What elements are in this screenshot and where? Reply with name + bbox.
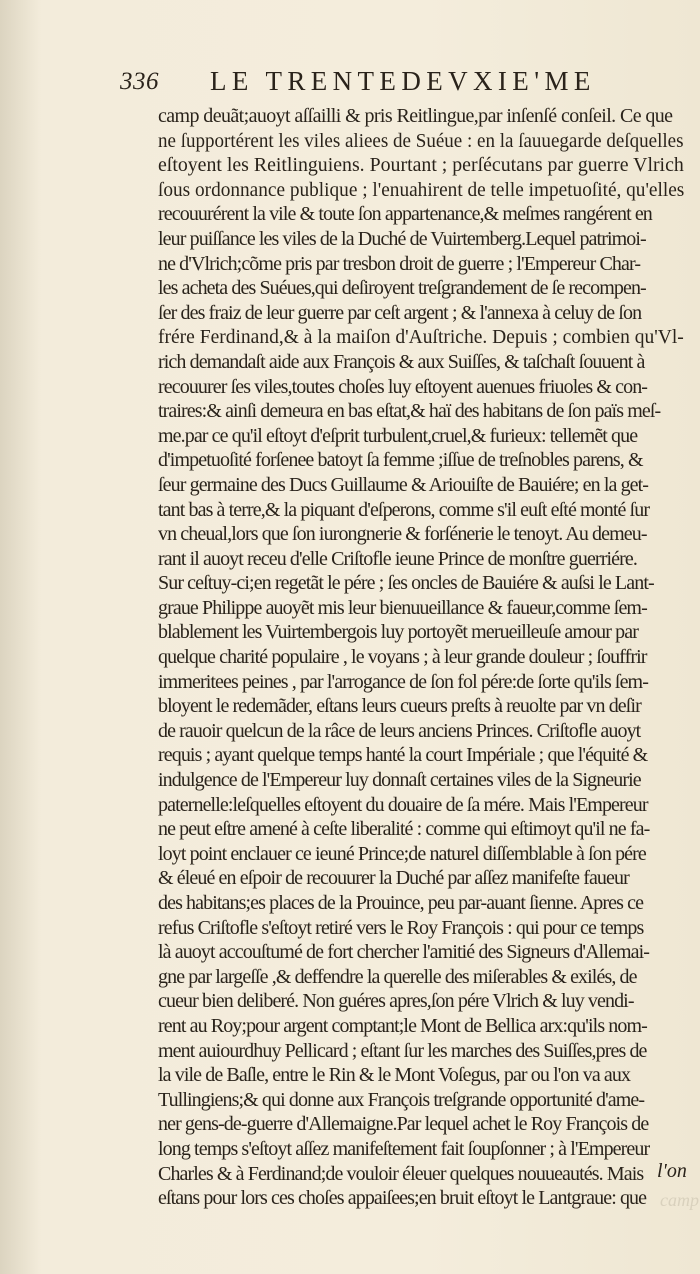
text-line: quelque charité populaire , le voyans ; à leur grande douleur ; ſouffrir xyxy=(158,646,647,669)
gutter-shadow xyxy=(0,0,40,1274)
text-line: ſer des fraiz de leur guerre par ceſt argent ; & l'annexa à celuy de ſon xyxy=(158,301,642,324)
text-line: paternelle:leſquelles eſtoyent du douaire de ſa mére. Mais l'Empereur xyxy=(158,793,648,816)
text-line: là auoyt accouſtumé de fort chercher l'amitié des Signeurs d'Allemai- xyxy=(158,941,650,964)
text-line: loyt point enclauer ce ieuné Prince;de naturel diſſemblable à ſon pére xyxy=(158,842,646,865)
text-line: me.par ce qu'il eſtoyt d'eſprit turbulent,cruel,& furieux: tellemẽt que xyxy=(158,424,638,447)
text-line: traires:& ainſi demeura en bas eſtat,& haï des habitans de ſon païs meſ- xyxy=(158,400,661,423)
page-header xyxy=(120,62,680,102)
text-line: ne ſupportérent les viles aliees de Suéue : en la ſauuegarde deſquelles xyxy=(158,129,684,152)
text-line: graue Philippe auoyẽt mis leur bienuueillance & faueur,comme ſem- xyxy=(158,596,647,619)
text-line: ſous ordonnance publique ; l'enuahirent de telle impetuoſité, qu'elles xyxy=(158,178,685,201)
text-line: indulgence de l'Empereur luy donnaſt certaines viles de la Signeurie xyxy=(158,769,641,792)
text-line: eſtoyent les Reitlinguiens. Pourtant ; perſécutans par guerre Vlrich xyxy=(158,154,684,177)
text-line: rant il auoyt receu d'elle Criſtofle ieune Prince de monſtre guerriére. xyxy=(158,547,637,570)
text-line: de rauoir quelcun de la râce de leurs anciens Princes. Criſtofle auoyt xyxy=(158,719,641,742)
page-number: 336 xyxy=(120,68,159,95)
text-line: des habitans;es places de la Prouince, peu par-auant ſienne. Apres ce xyxy=(158,892,644,914)
text-line: camp deuãt;auoyt aſſailli & pris Reitlingue,par inſenſé conſeil. Ce que xyxy=(158,105,673,127)
text-line: Sur ceſtuy-ci;en regetãt le pére ; ſes oncles de Bauiére & auſsi le Lant- xyxy=(158,572,654,595)
text-line: gne par largeſſe ,& deffendre la querelle des miſerables & exilés, de xyxy=(158,965,637,988)
text-line: vn cheual,lors que ſon iurongnerie & forſénerie le tenoyt. Au demeu- xyxy=(158,523,647,546)
text-line: ne peut eſtre amené à ceſte liberalité : comme qui eſtimoyt qu'il ne fa- xyxy=(158,818,650,841)
text-line: ne d'Vlrich;cõme pris par tresbon droit de guerre ; l'Empereur Char- xyxy=(158,252,641,275)
text-line: refus Criſtofle s'eſtoyt retiré vers le Roy François : qui pour ce temps xyxy=(158,916,644,939)
text-line: la vile de Baſle, entre le Rin & le Mont Voſegus, par ou l'on va aux xyxy=(158,1064,631,1087)
text-line: blablement les Vuirtembergois luy portoyẽt merueilleuſe amour par xyxy=(158,621,638,644)
text-line: recouurérent la vile & toute ſon appartenance,& meſmes rangérent en xyxy=(158,203,652,226)
text-line: eſtans pour lors ces choſes appaiſees;en bruit eſtoyt le Lantgraue: que xyxy=(158,1187,647,1210)
text-line: ment auiourdhuy Pellicard ; eſtant ſur les marches des Suiſſes,pres de xyxy=(158,1039,647,1062)
text-line: Tullingiens;& qui donne aux François treſgrande opportunité d'ame- xyxy=(158,1088,645,1111)
text-line: d'impetuoſité forſenee batoyt ſa femme ;iſſue de treſnobles parens, & xyxy=(158,449,643,472)
text-line: immeritees peines , par l'arrogance de ſon fol pére:de ſorte qu'ils ſem- xyxy=(158,670,648,693)
text-line: rich demandaſt aide aux François & aux Suiſſes, & taſchaſt ſouuent à xyxy=(158,350,645,373)
text-line: ſeur germaine des Ducs Guillaume & Ariouiſte de Bauiére; en la get- xyxy=(158,473,649,496)
running-title: LE TRENTEDEVXIE'ME xyxy=(210,66,596,96)
text-line: & éleué en eſpoir de recouurer la Duché par aſſez manifeſte faueur xyxy=(158,867,629,890)
text-line: leur puiſſance les viles de la Duché de Vuirtemberg.Lequel patrimoi- xyxy=(158,227,646,250)
text-line: rent au Roy;pour argent comptant;le Mont de Bellica arx:qu'ils nom- xyxy=(158,1014,647,1037)
bleed-through-text: camp xyxy=(660,1190,699,1210)
body-text xyxy=(158,104,684,1211)
text-line: tant bas à terre,& la piquant d'eſperons, comme s'il euſt eſté monté ſur xyxy=(158,498,650,521)
text-line: bloyent le redemãder, eſtans leurs cueurs preſts à reuolte par vn deſir xyxy=(158,695,641,718)
text-line: Charles & à Ferdinand;de vouloir éleuer quelques nouueautés. Mais xyxy=(158,1162,644,1185)
text-line: recouurer ſes viles,toutes choſes luy eſtoyent auenues friuoles & con- xyxy=(158,375,648,398)
text-line: requis ; ayant quelque temps hanté la court Impériale ; que l'équité & xyxy=(158,744,648,767)
text-line: ner gens-de-guerre d'Allemaigne.Par lequel achet le Roy François de xyxy=(158,1113,649,1136)
text-line: cueur bien deliberé. Non guéres apres,ſon pére Vlrich & luy vendi- xyxy=(158,990,634,1013)
text-line: les acheta des Suéues,qui deſiroyent treſgrandement de ſe recompen- xyxy=(158,277,646,300)
catchword: l'on xyxy=(657,1160,687,1182)
text-line: frére Ferdinand,& à la maiſon d'Auſtriche. Depuis ; combien qu'Vl- xyxy=(158,326,684,349)
text-line: long temps s'eſtoyt aſſez manifeſtement fait ſoupſonner ; à l'Empereur xyxy=(158,1137,650,1160)
